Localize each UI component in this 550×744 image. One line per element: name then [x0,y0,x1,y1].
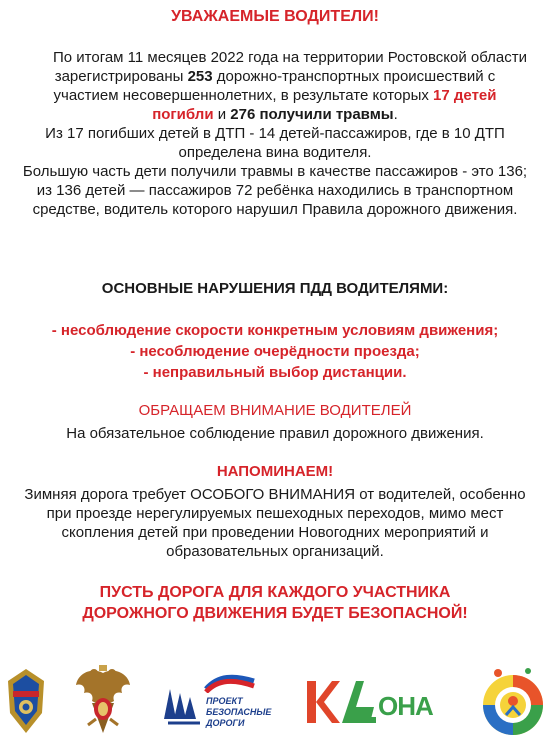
violation-item: - неправильный выбор дистанции. [143,364,407,381]
flag-ribbon-icon [204,669,256,693]
attention-body: На обязательное соблюдение правил дорожного движения. [66,425,484,442]
kidona-letters-icon [304,677,380,729]
reminder-title: НАПОМИНАЕМ! [216,463,334,480]
eagle-emblem-icon [72,663,134,744]
intro-paragraph-3: Большую часть дети получили травмы в качестве пассажиров - это 136; из 136 детей — пассажиров 72 ребёнка находились в транспортном средстве, водитель которого нарушил Правила дорожного движения. [22,163,528,218]
reminder-body: Зимняя дорога требует ОСОБОГО ВНИМАНИЯ от водителей, особенно при проезде нерегулируемых пешеходных переходов, мимо мест скопления детей при проведении Новогодних мероприятий и образовательных организаций. [24,486,526,560]
slogan [0,582,550,624]
slogan-line-2: ДОРОЖНОГО ДВИЖЕНИЯ БУДЕТ БЕЗОПАСНОЙ! [82,605,468,622]
creativity-center-emblem-icon [480,667,546,744]
violations-heading: ОСНОВНЫЕ НАРУШЕНИЯ ПДД ВОДИТЕЛЯМИ: [101,280,449,297]
intro-paragraph-2: Из 17 погибших детей в ДТП - 14 детей-пассажиров, где в 10 ДТП определена вина водителя. [45,125,505,161]
slogan-line-1: ПУСТЬ ДОРОГА ДЛЯ КАЖДОГО УЧАСТНИКА [99,584,451,601]
project-label: ПРОЕКТ [206,696,243,706]
project-label: БЕЗОПАСНЫЕ [206,707,272,717]
killed-count: 17 детей погибли [152,87,497,123]
logo-strip [0,655,550,740]
violation-item: - несоблюдение скорости конкретным условиям движения; [51,322,499,339]
violations-list [0,320,550,383]
road-pine-icon [160,675,204,727]
violation-item: - несоблюдение очерёдности проезда; [130,343,420,360]
project-label: ДОРОГИ [206,718,245,728]
accident-count: 253 [187,68,213,85]
page-title: УВАЖАЕМЫЕ ВОДИТЕЛИ! [171,8,379,25]
kidona-logo [304,677,433,729]
kidona-text: ОНА [378,691,433,721]
injured-count: 276 получили травмы [230,106,394,123]
intro-paragraph-1: По итогам 11 месяцев 2022 года на территории Ростовской области зарегистрированы 253 дорожно-транспортных происшествий с участием несовершеннолетних, в результате которых 17 детей погибли и 276 получили травмы. [52,49,528,123]
attention-title: ОБРАЩАЕМ ВНИМАНИЕ ВОДИТЕЛЕЙ [138,402,412,419]
intro-block [22,48,528,219]
police-shield-icon [4,667,48,742]
